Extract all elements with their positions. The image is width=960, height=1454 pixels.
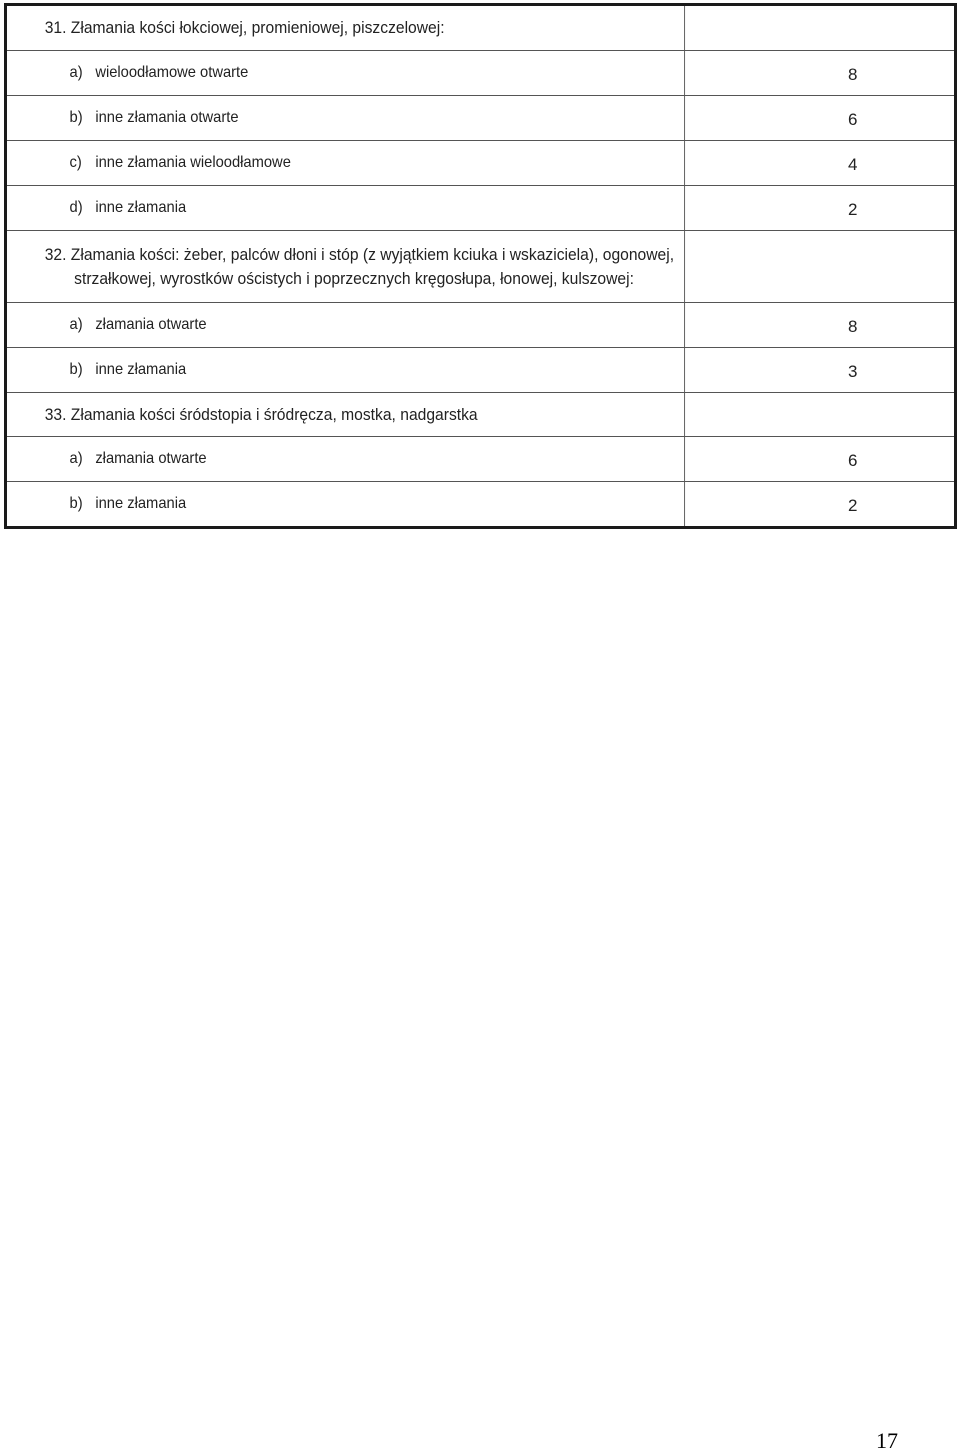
points-cell-empty: [744, 231, 954, 302]
table-row: [7, 140, 954, 185]
section-heading: [7, 231, 685, 302]
section-heading: 33. Złamania kości śródstopia i śródręcza, mostka, nadgarstka: [7, 393, 685, 436]
item-letter: b): [69, 109, 83, 126]
table-row: [7, 436, 954, 481]
points-value: 2: [848, 200, 858, 219]
item-text: inne złamania otwarte: [95, 109, 239, 126]
page-number: 17: [876, 1428, 898, 1453]
points-value: 3: [848, 362, 858, 381]
item-letter: a): [69, 316, 83, 333]
item-letter: b): [69, 361, 83, 378]
item-text: złamania otwarte: [95, 316, 207, 333]
section-33-heading-row: [7, 392, 954, 436]
section-32-heading-row: [7, 230, 954, 302]
item-letter: a): [69, 64, 83, 81]
item-text: inne złamania: [95, 495, 187, 512]
points-value: 8: [848, 317, 858, 336]
item-text: złamania otwarte: [95, 450, 207, 467]
table-row: [7, 95, 954, 140]
item-description: [7, 51, 685, 95]
table-row: [7, 50, 954, 95]
points-value: 2: [848, 496, 858, 515]
section-heading-line: 32. Złamania kości: żeber, palców dłoni i stóp (z wyjątkiem kciuka i wskaziciela), ogonowej,: [44, 244, 675, 264]
item-letter: a): [69, 450, 83, 467]
item-description: [7, 141, 685, 185]
table-row: [7, 185, 954, 230]
item-letter: b): [69, 495, 83, 512]
section-31-heading-row: [7, 6, 954, 50]
item-description: [7, 96, 685, 140]
injury-points-table: [4, 3, 957, 529]
item-text: inne złamania: [95, 199, 187, 216]
item-description: [7, 303, 685, 347]
table-row: [7, 347, 954, 392]
points-value: 6: [848, 110, 858, 129]
item-text: inne złamania wieloodłamowe: [95, 154, 291, 171]
section-heading-line: strzałkowej, wyrostków ościstych i poprzecznych kręgosłupa, łonowej, kulszowej:: [74, 268, 634, 288]
table-row: [7, 302, 954, 347]
points-value: 6: [848, 451, 858, 470]
points-value: 4: [848, 155, 858, 174]
item-text: inne złamania: [95, 361, 187, 378]
points-cell-empty: [744, 393, 954, 436]
item-letter: c): [69, 154, 82, 171]
item-text: wieloodłamowe otwarte: [95, 64, 249, 81]
item-description: [7, 437, 685, 481]
points-value: 8: [848, 65, 858, 84]
item-description: [7, 186, 685, 230]
points-cell-empty: [744, 6, 954, 50]
item-description: [7, 482, 685, 526]
item-letter: d): [69, 199, 83, 216]
item-description: [7, 348, 685, 392]
section-heading: 31. Złamania kości łokciowej, promieniowej, piszczelowej:: [7, 6, 685, 50]
table-row: [7, 481, 954, 526]
